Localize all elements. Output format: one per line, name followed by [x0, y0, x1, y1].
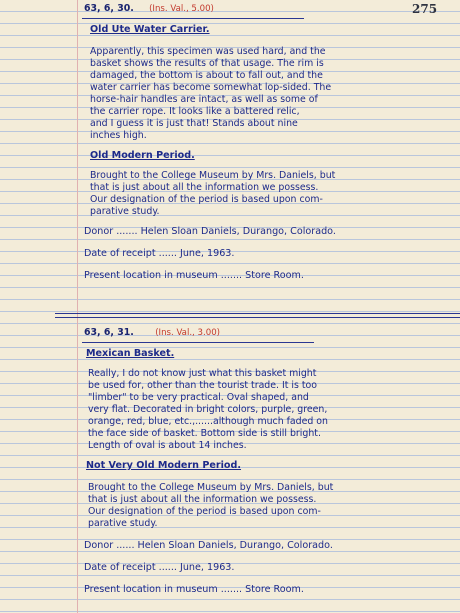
receipt-line: Date of receipt ...... June, 1963.: [84, 248, 235, 259]
entry-separator: [55, 313, 460, 314]
description-line: water carrier has become somewhat lop-sided. The: [90, 82, 332, 93]
description-line: basket shows the results of that usage. The rim is: [90, 58, 324, 69]
page-number: 275: [412, 2, 438, 16]
provenance-line: parative study.: [88, 518, 158, 529]
entry-description: [90, 46, 331, 142]
entry-provenance: [88, 482, 333, 530]
entry-separator: [55, 317, 460, 318]
period-title: Not Very Old Modern Period.: [86, 460, 242, 471]
provenance-line: Brought to the College Museum by Mrs. Daniels, but: [88, 482, 334, 493]
description-line: orange, red, blue, etc.,......although much faded on: [88, 416, 328, 427]
description-line: Length of oval is about 14 inches.: [88, 440, 247, 451]
header-underline: [82, 342, 314, 343]
entry-1-header: [84, 3, 214, 15]
description-line: Really, I do not know just what this basket might: [88, 368, 317, 379]
description-line: damaged, the bottom is about to fall out, and the: [90, 70, 323, 81]
receipt-line: Date of receipt ...... June, 1963.: [84, 562, 235, 573]
provenance-line: that is just about all the information we possess.: [90, 182, 319, 193]
provenance-line: that is just about all the information we possess.: [88, 494, 317, 505]
location-line: Present location in museum ....... Store Room.: [84, 584, 304, 595]
description-line: Apparently, this specimen was used hard, and the: [90, 46, 326, 57]
insured-value-note: (Ins. Val., 3.00): [155, 328, 221, 338]
provenance-line: Our designation of the period is based upon com-: [88, 506, 321, 517]
entry-title: Mexican Basket.: [86, 348, 175, 359]
donor-line: Donor ....... Helen Sloan Daniels, Durango, Colorado.: [84, 226, 336, 237]
donor-line: Donor ...... Helen Sloan Daniels, Durango, Colorado.: [84, 540, 333, 551]
margin-line: [77, 0, 78, 613]
description-line: horse-hair handles are intact, as well as some of: [90, 94, 318, 105]
catalog-number: 63, 6, 30.: [84, 3, 134, 14]
description-line: the carrier rope. It looks like a battered relic,: [90, 106, 300, 117]
description-line: the face side of basket. Bottom side is still bright.: [88, 428, 321, 439]
entry-title: Old Ute Water Carrier.: [90, 24, 210, 35]
entry-2-header: [84, 327, 220, 339]
description-line: very flat. Decorated in bright colors, purple, green,: [88, 404, 328, 415]
insured-value-note: (Ins. Val., 5.00): [149, 4, 214, 14]
header-underline: [82, 18, 304, 19]
entry-description: [88, 368, 328, 452]
provenance-line: Brought to the College Museum by Mrs. Daniels, but: [90, 170, 336, 181]
period-title: Old Modern Period.: [90, 150, 195, 161]
description-line: be used for, other than the tourist trade. It is too: [88, 380, 318, 391]
entry-provenance: [90, 170, 335, 218]
description-line: "limber" to be very practical. Oval shaped, and: [88, 392, 309, 403]
provenance-line: parative study.: [90, 206, 160, 217]
location-line: Present location in museum ....... Store Room.: [84, 270, 304, 281]
provenance-line: Our designation of the period is based upon com-: [90, 194, 323, 205]
catalog-number: 63, 6, 31.: [84, 327, 134, 338]
description-line: inches high.: [90, 130, 147, 141]
description-line: and I guess it is just that! Stands about nine: [90, 118, 298, 129]
